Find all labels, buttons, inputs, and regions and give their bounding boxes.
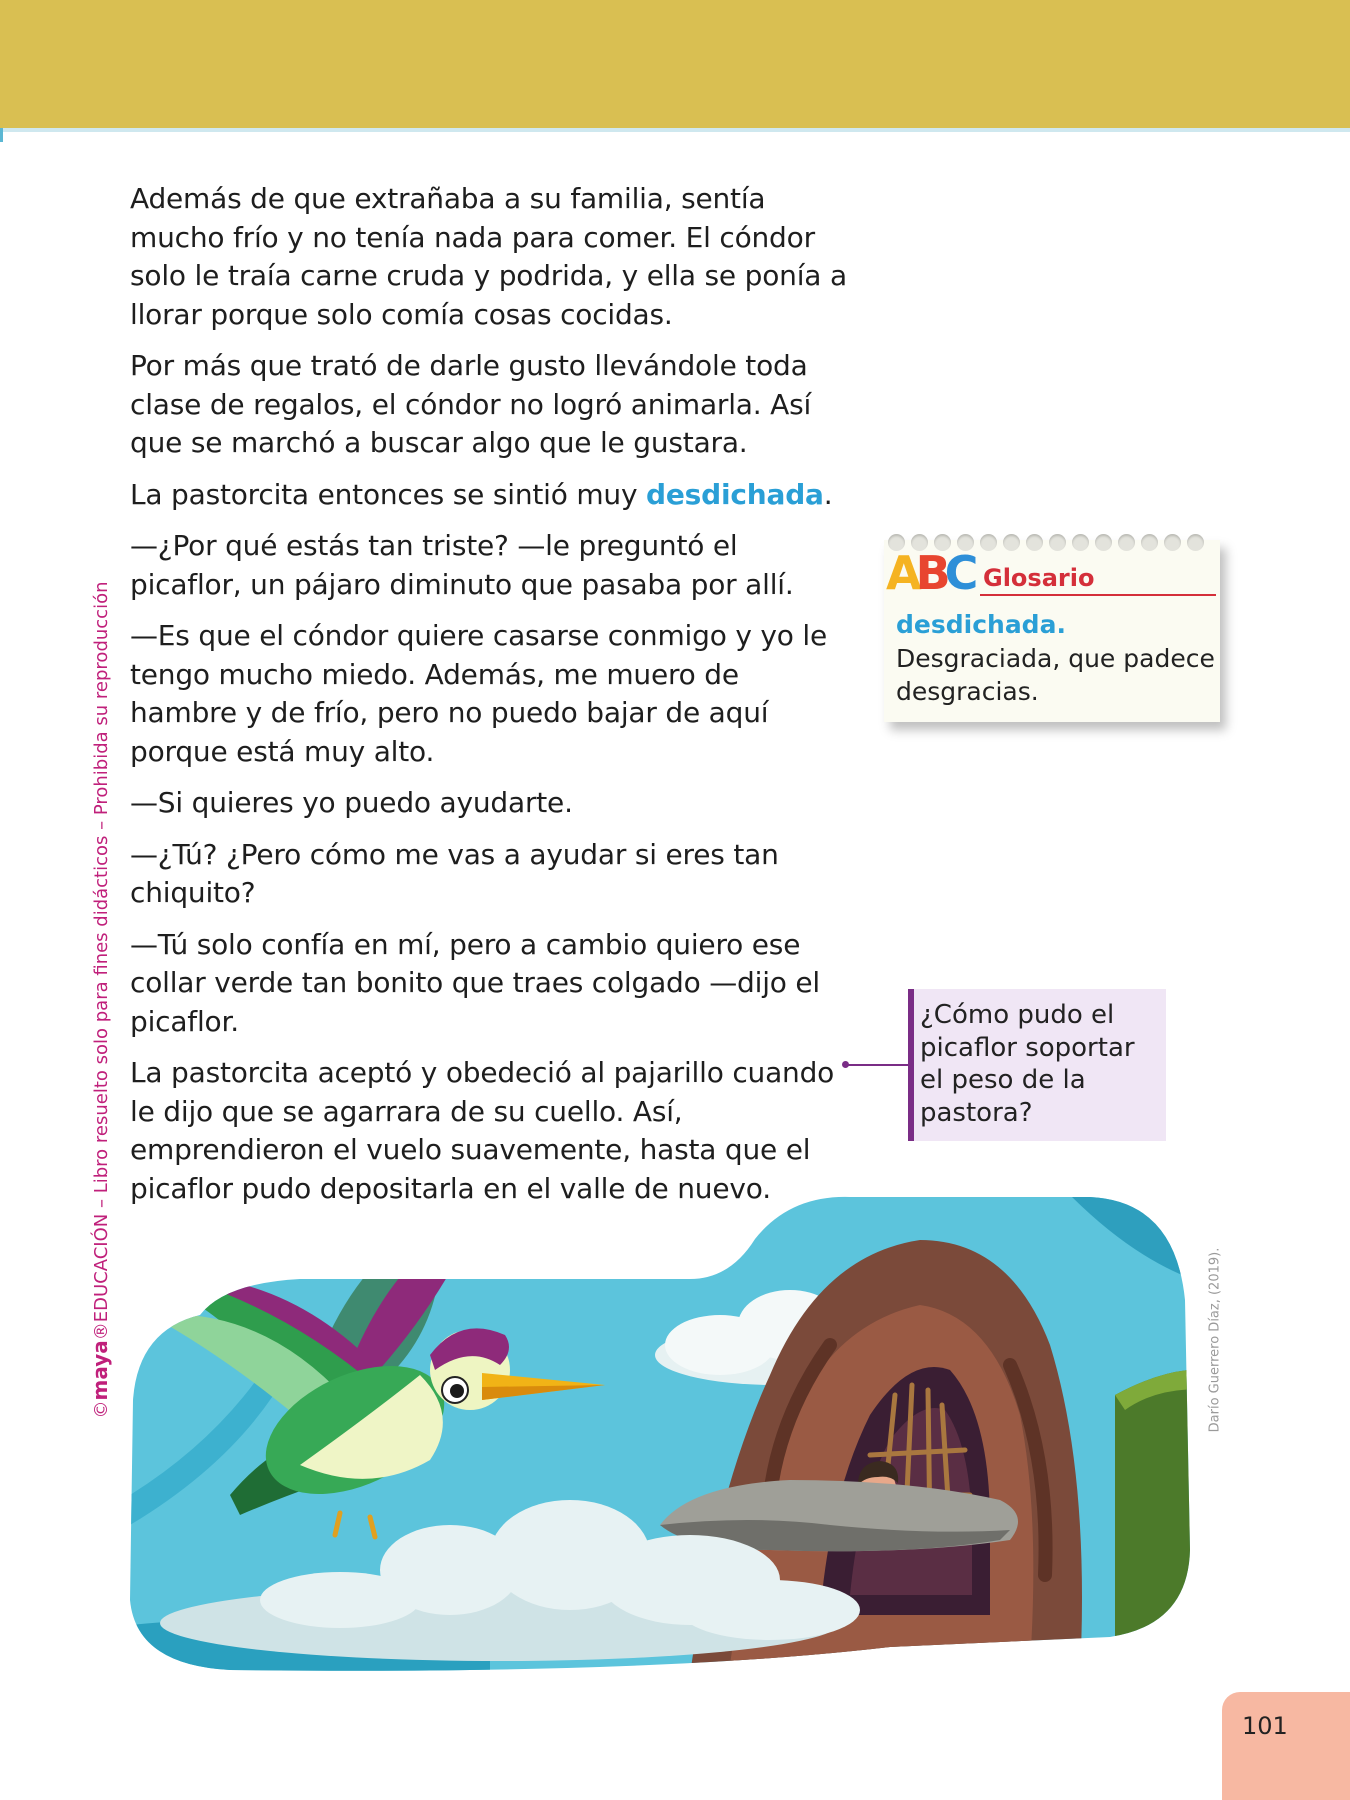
glossary-title: Glosario [983, 564, 1095, 592]
story-paragraph-6: —Si quieres yo puedo ayudarte. [130, 786, 573, 819]
registered-symbol: ® [91, 1322, 112, 1341]
page-number: 101 [1242, 1712, 1288, 1740]
reading-question-text: ¿Cómo pudo el picaflor soportar el peso de la pastora? [920, 1000, 1135, 1128]
notebook-ring [1095, 534, 1112, 551]
notebook-ring [1026, 534, 1043, 551]
top-header-band [0, 0, 1350, 128]
story-paragraph-3-start: La pastorcita entonces se sintió muy [130, 477, 647, 511]
story-paragraph-2: Por más que trató de darle gusto llevándole toda clase de regalos, el cóndor no logró animarla. Así que se marchó a buscar algo que le gustara. [130, 349, 812, 459]
glossary-definition: Desgraciada, que padece desgracias. [896, 644, 1215, 706]
story-paragraph-5: —Es que el cóndor quiere casarse conmigo y yo le tengo mucho miedo. Además, me muero de hambre y de frío, pero no puedo bajar de aquí porque está muy alto. [130, 619, 828, 768]
notebook-ring [1049, 534, 1066, 551]
hill [1115, 1369, 1215, 1675]
story-paragraph-3-end: . [823, 477, 833, 511]
glossary-term-link[interactable]: desdichada [646, 477, 824, 511]
story-paragraph-9: La pastorcita aceptó y obedeció al pajarillo cuando le dijo que se agarrara de su cuello. Así, emprendieron el vuelo suavemente, hasta que el picaflor pudo depositarla en el valle de nuevo. [130, 1056, 835, 1205]
question-connector-line [846, 1064, 910, 1066]
story-illustration [130, 1195, 1215, 1675]
copyright-side-text [88, 582, 112, 1419]
glossary-term: desdichada. [896, 610, 1066, 639]
glossary-card [884, 540, 1220, 722]
notebook-ring [1141, 534, 1158, 551]
story-paragraph-4: —¿Por qué estás tan triste? —le preguntó el picaflor, un pájaro diminuto que pasaba por allí. [130, 529, 794, 601]
page-number-tab [1222, 1692, 1350, 1800]
reading-question-box [908, 989, 1166, 1141]
header-underline-tick [0, 128, 3, 142]
notebook-ring [1187, 534, 1204, 551]
header-underline [0, 128, 1350, 132]
story-paragraph-7: —¿Tú? ¿Pero cómo me vas a ayudar si eres tan chiquito? [130, 837, 779, 909]
story-text [130, 180, 850, 1221]
notebook-ring [1164, 534, 1181, 551]
abc-logo-icon: ABC [886, 546, 973, 600]
story-paragraph-8: —Tú solo confía en mí, pero a cambio quiero ese collar verde tan bonito que traes colgado —dijo el picaflor. [130, 927, 821, 1038]
notebook-ring [980, 534, 997, 551]
brand-name: maya [88, 1340, 112, 1401]
notebook-ring [1003, 534, 1020, 551]
story-paragraph-1: Además de que extrañaba a su familia, sentía mucho frío y no tenía nada para comer. El cóndor solo le traía carne cruda y podrida, y ella se ponía a llorar porque solo comía cosas cocidas. [130, 182, 847, 331]
notebook-ring [1118, 534, 1135, 551]
illustration-credit: Darío Guerrero Díaz, (2019). [1207, 1247, 1223, 1433]
glossary-title-rule [980, 594, 1216, 596]
story-paragraph-3 [130, 476, 850, 515]
copyright-symbol: © [91, 1400, 112, 1419]
copyright-notice: EDUCACIÓN – Libro resuelto solo para fines didácticos – Prohibida su reproducción [91, 581, 112, 1323]
notebook-ring [1072, 534, 1089, 551]
